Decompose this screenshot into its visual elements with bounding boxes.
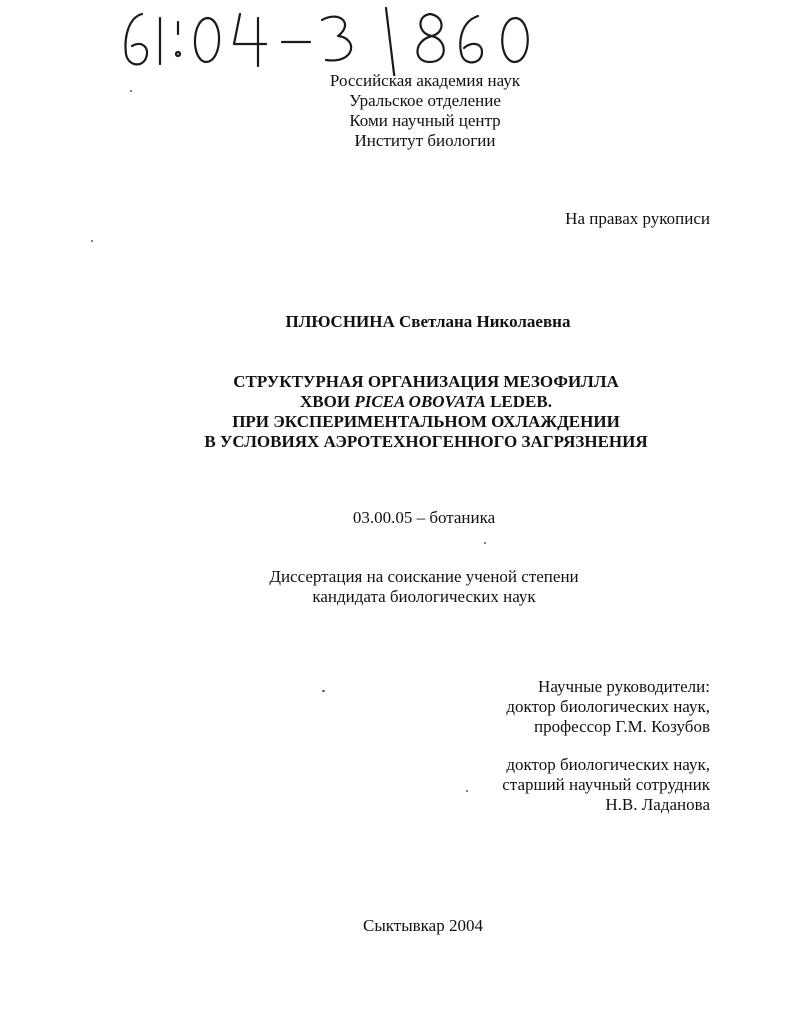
- institution-academy: Российская академия наук: [329, 71, 521, 90]
- manuscript-rights-note: На правах рукописи: [565, 209, 710, 228]
- handwritten-catalog-number-text: 61:04-3/860: [112, 74, 119, 75]
- supervisor-1-degree: доктор биологических наук,: [506, 697, 710, 716]
- degree-line-2: кандидата биологических наук: [312, 587, 536, 606]
- title-species-name: PICEA OBOVATA: [354, 392, 486, 411]
- city-and-year: Сыктывкар 2004: [363, 916, 483, 935]
- supervisor-2-name: Н.В. Ладанова: [605, 795, 710, 814]
- title-line-2-suffix: LEDEB.: [485, 392, 552, 411]
- supervisor-1-name: профессор Г.М. Козубов: [533, 717, 710, 736]
- supervisor-2-degree: доктор биологических наук,: [506, 755, 710, 774]
- institution-branch: Уральское отделение: [349, 91, 501, 110]
- institution-center: Коми научный центр: [349, 111, 501, 130]
- title-line-1: СТРУКТУРНАЯ ОРГАНИЗАЦИЯ МЕЗОФИЛЛА: [233, 372, 619, 391]
- scan-speck: [91, 240, 93, 242]
- scan-speck: [322, 690, 325, 692]
- title-line-3: ПРИ ЭКСПЕРИМЕНТАЛЬНОМ ОХЛАЖДЕНИИ: [232, 412, 620, 431]
- handwritten-catalog-number: [112, 4, 552, 76]
- scan-speck: [130, 90, 132, 92]
- supervisor-2-position: старший научный сотрудник: [502, 775, 710, 794]
- scan-speck: [484, 542, 486, 544]
- dissertation-title: [120, 372, 732, 452]
- degree-statement: [0, 567, 794, 607]
- title-line-2-prefix: ХВОИ: [300, 392, 355, 411]
- title-line-4: В УСЛОВИЯХ АЭРОТЕХНОГЕННОГО ЗАГРЯЗНЕНИЯ: [204, 432, 648, 451]
- supervisor-spacer: [502, 737, 710, 755]
- supervisors-heading: Научные руководители:: [538, 677, 710, 696]
- institution-block: [270, 71, 580, 151]
- supervisors-block: [502, 677, 710, 815]
- title-line-2: [120, 392, 732, 412]
- degree-line-1: Диссертация на соискание ученой степени: [269, 567, 579, 586]
- scan-speck: [466, 790, 468, 792]
- specialty-code: 03.00.05 – ботаника: [352, 508, 496, 527]
- institution-institute: Институт биологии: [354, 131, 496, 150]
- author-name: ПЛЮСНИНА Светлана Николаевна: [285, 312, 571, 331]
